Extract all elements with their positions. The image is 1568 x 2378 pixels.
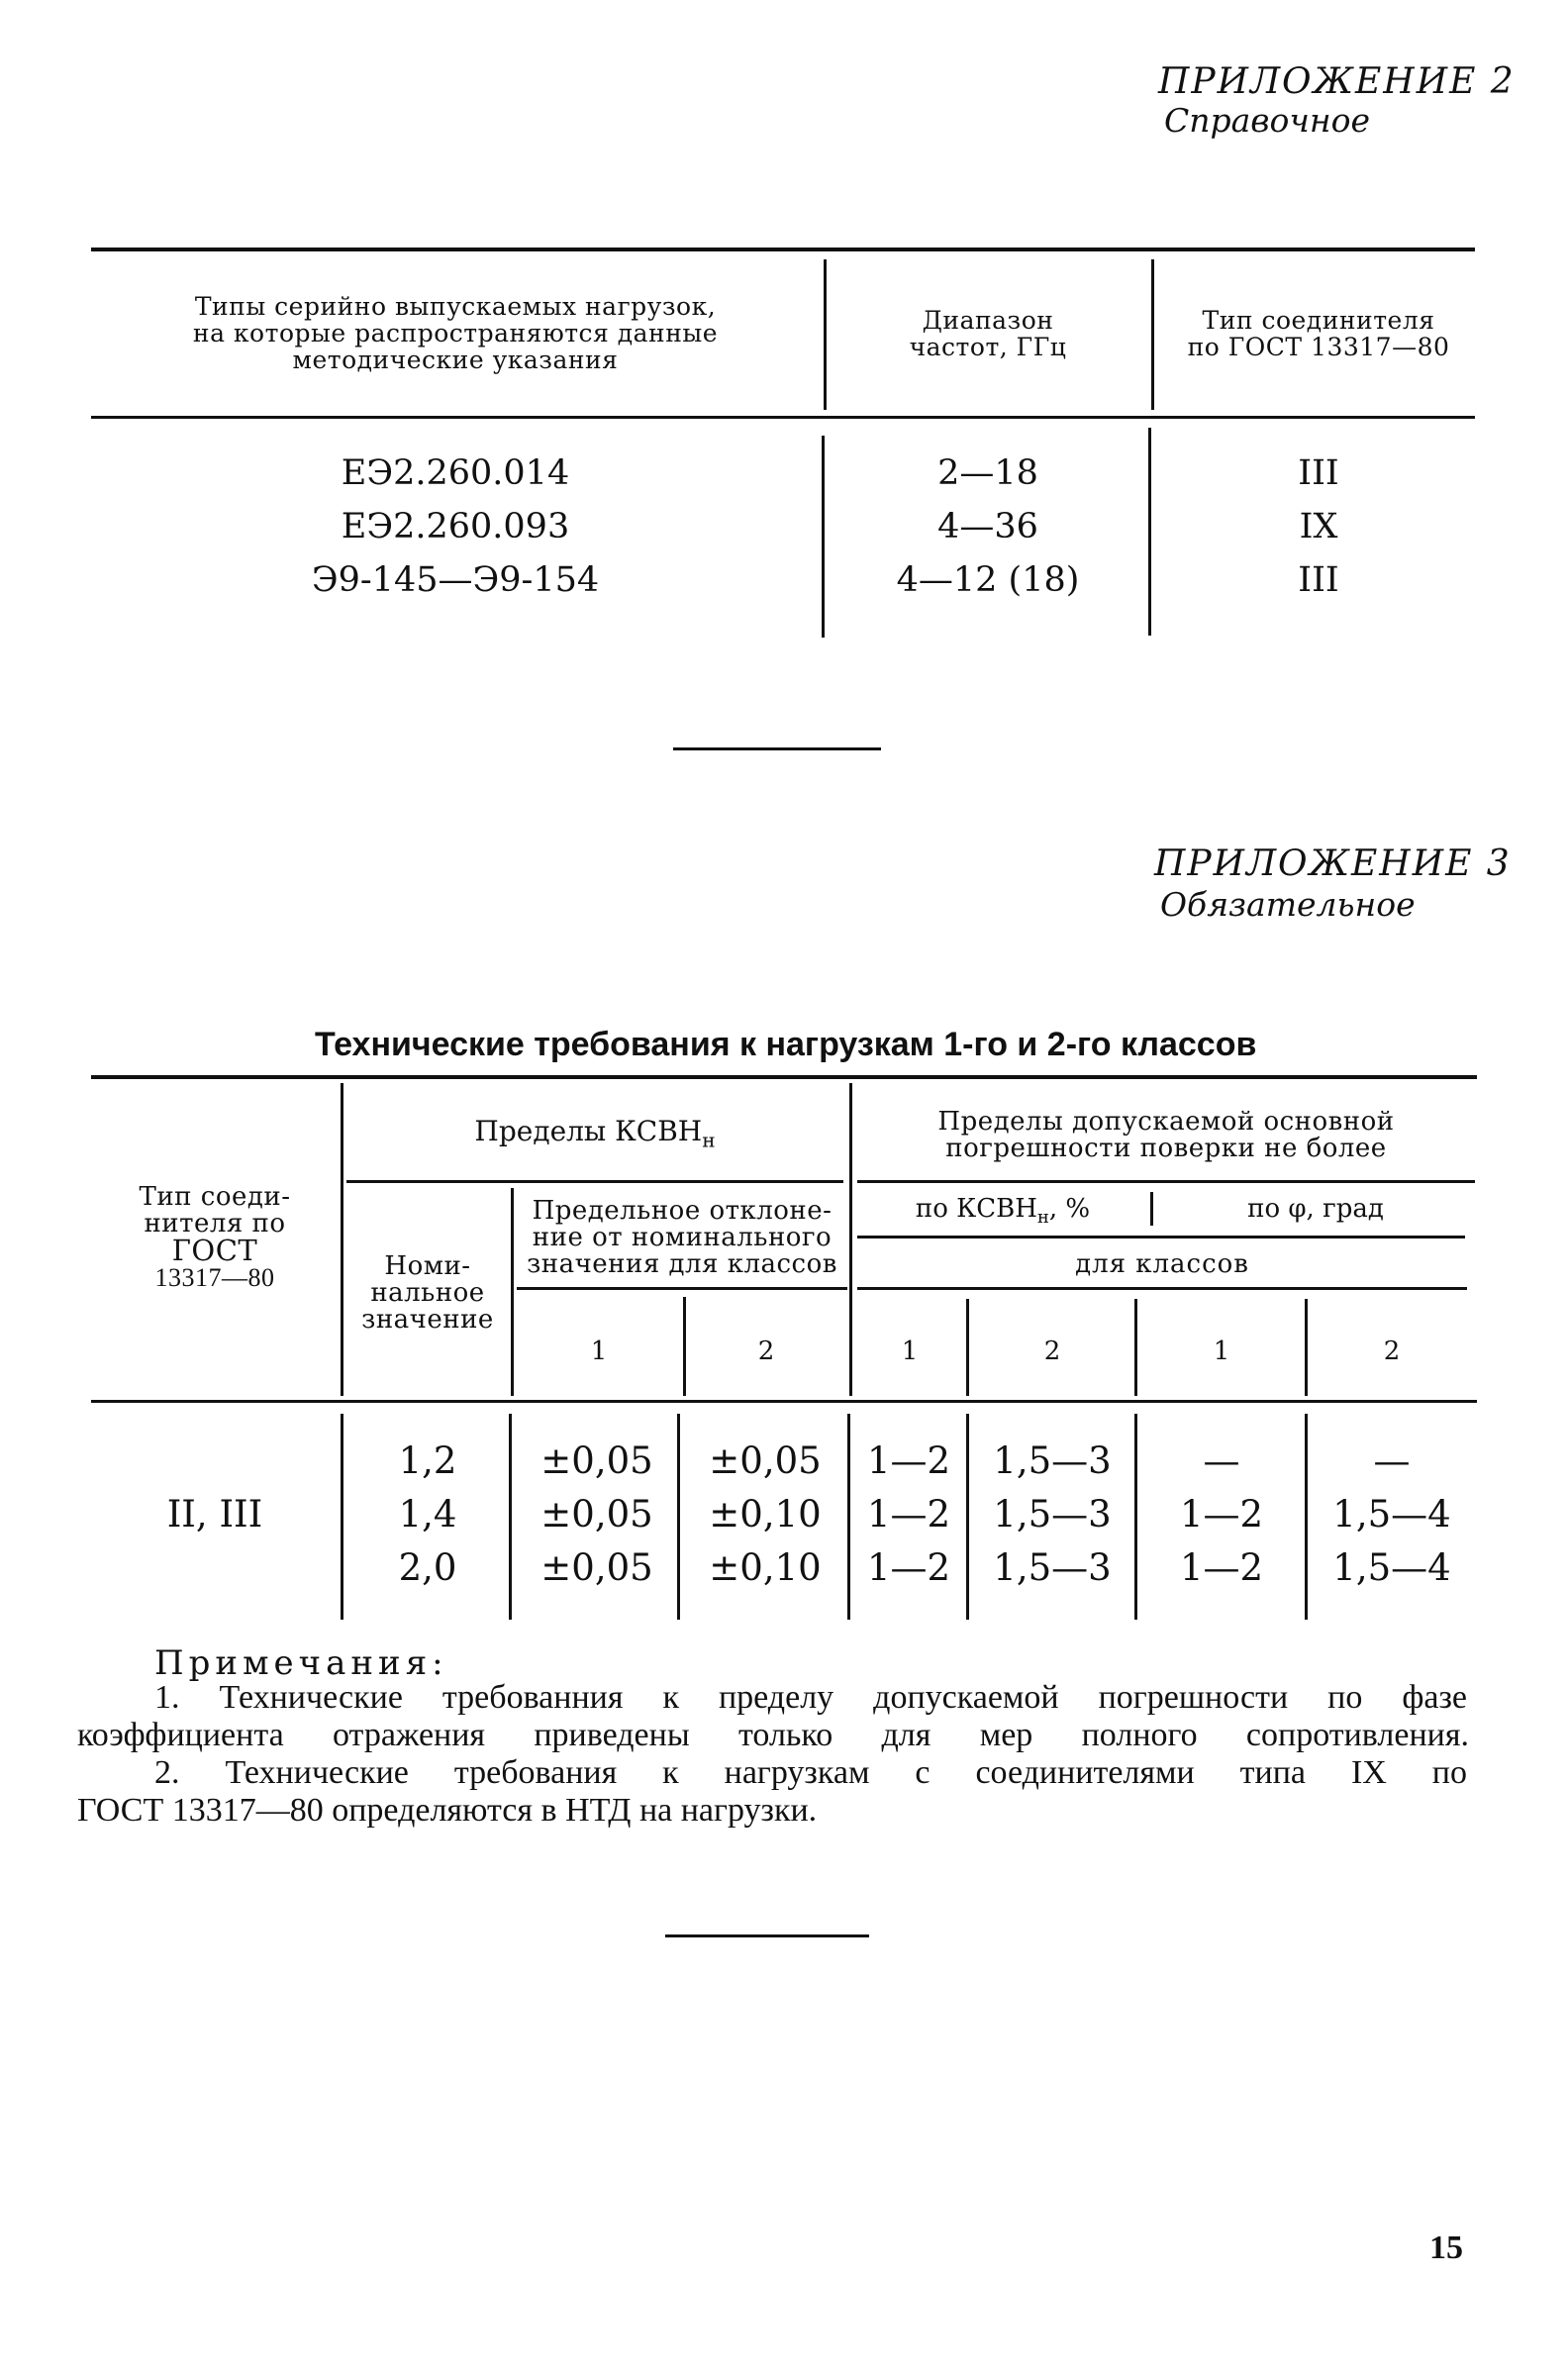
class-2-label: 2 bbox=[757, 1337, 775, 1366]
nominal-cell: 1,4 bbox=[398, 1493, 457, 1536]
header-by-phi: по φ, град bbox=[1247, 1194, 1384, 1224]
header-rule bbox=[91, 1400, 1477, 1403]
column-divider bbox=[1134, 1414, 1137, 1620]
column-divider bbox=[822, 436, 825, 638]
ksvn-class2-cell: 1,5—3 bbox=[993, 1546, 1112, 1589]
deviation-class2-cell: ±0,05 bbox=[709, 1439, 822, 1482]
appendix3-title: ПРИЛОЖЕНИЕ 3 bbox=[1154, 843, 1512, 884]
phi-class1-cell: 1—2 bbox=[1179, 1546, 1264, 1589]
page-number: 15 bbox=[1429, 2229, 1463, 2266]
column-divider bbox=[966, 1299, 969, 1396]
range-cell: 2—18 bbox=[937, 453, 1038, 493]
deviation-class2-cell: ±0,10 bbox=[709, 1546, 822, 1589]
column-divider bbox=[1150, 1192, 1153, 1226]
phi-class1-cell: — bbox=[1203, 1439, 1240, 1482]
phi-class2-cell: — bbox=[1373, 1439, 1411, 1482]
header-error-limits: Пределы допускаемой основной погрешности поверки не более bbox=[937, 1107, 1395, 1163]
note-line: 1. Технические требованния к пределу допускаемой погрешности по фазе bbox=[154, 1679, 1467, 1716]
deviation-class1-cell: ±0,05 bbox=[540, 1546, 653, 1589]
deviation-class2-cell: ±0,10 bbox=[709, 1493, 822, 1536]
phi-class2-cell: 1,5—4 bbox=[1332, 1493, 1451, 1536]
rule bbox=[857, 1236, 1465, 1239]
type-cell: Э9-145—Э9-154 bbox=[311, 560, 600, 600]
column-divider bbox=[341, 1083, 343, 1396]
appendix2-subtitle: Справочное bbox=[1164, 101, 1371, 140]
nominal-cell: 1,2 bbox=[398, 1439, 457, 1482]
column-divider bbox=[509, 1414, 512, 1620]
header-deviation: Предельное отклоне- ние от номинального значения для классов bbox=[527, 1196, 837, 1279]
range-cell: 4—36 bbox=[937, 507, 1038, 546]
connector-cell: IX bbox=[1299, 507, 1338, 546]
nominal-cell: 2,0 bbox=[398, 1546, 457, 1589]
section-divider bbox=[665, 1934, 869, 1937]
header-range: Диапазон частот, ГГц bbox=[909, 306, 1067, 361]
class-1-label: 1 bbox=[1213, 1337, 1230, 1366]
rule bbox=[346, 1180, 843, 1183]
ksvn-class2-cell: 1,5—3 bbox=[993, 1493, 1112, 1536]
rule bbox=[857, 1287, 1467, 1290]
column-divider bbox=[511, 1188, 514, 1396]
type-cell: ЕЭ2.260.093 bbox=[341, 507, 570, 546]
class-1-label: 1 bbox=[590, 1337, 608, 1366]
header-types: Типы серийно выпускаемых нагрузок, на которые распространяются данные методические указания bbox=[192, 292, 719, 374]
connector-value: II, III bbox=[166, 1493, 263, 1536]
column-divider bbox=[1305, 1299, 1308, 1396]
class-1-label: 1 bbox=[901, 1337, 919, 1366]
header-by-ksvn: по $КСВН_н$, % bbox=[915, 1194, 1091, 1229]
column-divider bbox=[1148, 428, 1151, 636]
header-nominal-value: Номи- нальное значение bbox=[361, 1251, 494, 1335]
ksvn-class1-cell: 1—2 bbox=[866, 1493, 951, 1536]
column-divider bbox=[1151, 259, 1154, 410]
table-title: Технические требования к нагрузкам 1-го и 2-го классов bbox=[315, 1026, 1257, 1063]
class-2-label: 2 bbox=[1383, 1337, 1401, 1366]
rule bbox=[857, 1180, 1475, 1183]
column-divider bbox=[341, 1414, 343, 1620]
section-divider bbox=[673, 747, 881, 750]
phi-class1-cell: 1—2 bbox=[1179, 1493, 1264, 1536]
ksvn-class1-cell: 1—2 bbox=[866, 1439, 951, 1482]
notes-heading: Примечания: bbox=[154, 1643, 448, 1683]
range-cell: 4—12 (18) bbox=[896, 560, 1080, 600]
column-divider bbox=[966, 1414, 969, 1620]
table-top-rule bbox=[91, 1075, 1477, 1079]
column-divider bbox=[824, 259, 827, 410]
connector-cell: III bbox=[1298, 560, 1339, 600]
header-ksvn-limits: Пределы $КСВН_н$ bbox=[474, 1115, 716, 1152]
ksvn-class1-cell: 1—2 bbox=[866, 1546, 951, 1589]
column-divider bbox=[1134, 1299, 1137, 1396]
ksvn-class2-cell: 1,5—3 bbox=[993, 1439, 1112, 1482]
column-divider bbox=[1305, 1414, 1308, 1620]
column-divider bbox=[683, 1297, 686, 1396]
column-divider bbox=[849, 1083, 852, 1396]
note-line: ГОСТ 13317—80 определяются в НТД на нагрузки. bbox=[77, 1792, 818, 1829]
column-divider bbox=[847, 1414, 850, 1620]
rule bbox=[517, 1287, 847, 1290]
deviation-class1-cell: ±0,05 bbox=[540, 1439, 653, 1482]
appendix2-title: ПРИЛОЖЕНИЕ 2 bbox=[1158, 61, 1516, 102]
type-cell: ЕЭ2.260.014 bbox=[341, 453, 570, 493]
note-line: 2. Технические требования к нагрузкам с соединителями типа IX по bbox=[154, 1754, 1467, 1791]
phi-class2-cell: 1,5—4 bbox=[1332, 1546, 1451, 1589]
header-rule bbox=[91, 416, 1475, 419]
appendix3-subtitle: Обязательное bbox=[1160, 885, 1416, 924]
header-connector: Тип соединителя по ГОСТ 13317—80 bbox=[1187, 306, 1450, 361]
connector-cell: III bbox=[1298, 453, 1339, 493]
header-for-classes: для классов bbox=[1075, 1249, 1249, 1279]
class-2-label: 2 bbox=[1043, 1337, 1061, 1366]
table-top-rule bbox=[91, 248, 1475, 251]
deviation-class1-cell: ±0,05 bbox=[540, 1493, 653, 1536]
note-line: коэффициента отражения приведены только для мер полного сопротивления. bbox=[77, 1717, 1469, 1753]
header-connector-type: Тип соеди- нителя по ГОСТ 13317—80 bbox=[139, 1182, 291, 1292]
